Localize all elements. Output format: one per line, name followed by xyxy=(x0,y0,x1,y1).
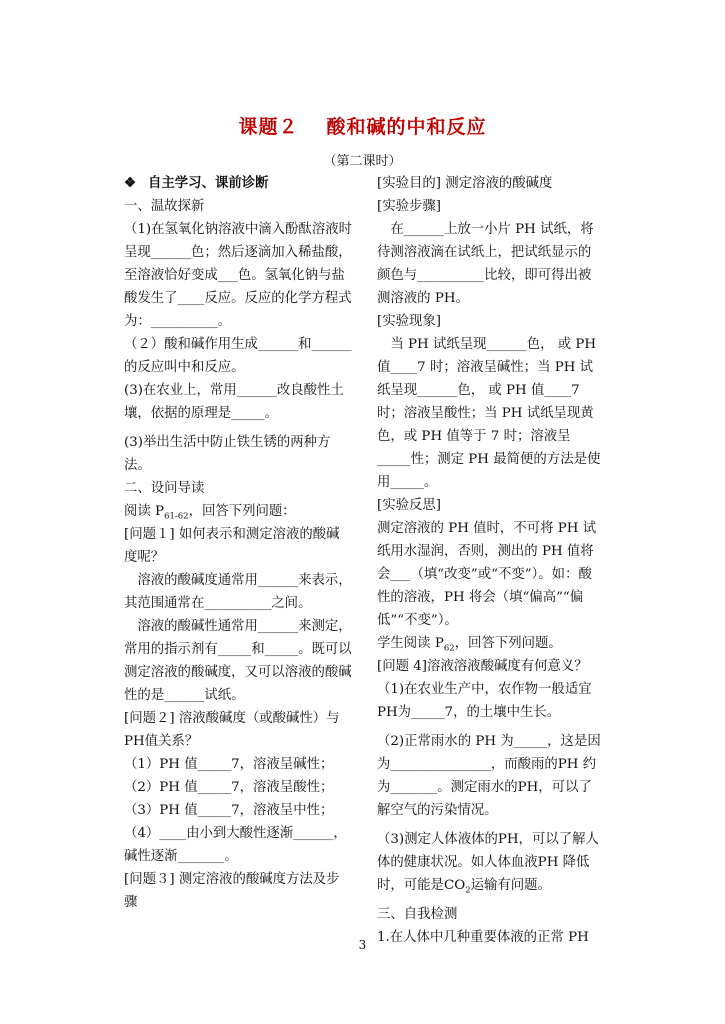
question-1-text-a: 溶液的酸碱度通常用______来表示，其范围通常在__________之间。 xyxy=(124,573,352,611)
page-number: 3 xyxy=(358,938,367,952)
section-review-title: 一、温故探新 xyxy=(124,199,205,214)
question-4-item-1: （1)在农业生产中，农作物一般适宜PH为_____7，的土壤中生长。 xyxy=(377,682,592,720)
page-subtitle: （第二课时） xyxy=(323,154,402,169)
section-guide-title: 二、设问导读 xyxy=(124,481,205,496)
right-column xyxy=(377,172,603,949)
question-1: [问题１] 如何表示和测定溶液的酸碱度呢？ xyxy=(124,527,340,565)
review-item-2: （２）酸和碱作用生成______和______的反应叫中和反应。 xyxy=(124,337,352,375)
question-4-item-3: （3)测定人体液体的PH，可以了解人体的健康状况。如人体血液PH 降低时，可能是$CO_2$运输有问题。 xyxy=(377,832,599,896)
question-4: [问题 4]溶液溶液酸碱度有何意义？ xyxy=(377,659,588,674)
experiment-purpose: [实验目的] 测定溶液的酸碱度 xyxy=(377,176,553,191)
question-2-item-4: （4）____由小到大酸性逐渐______，碱性逐渐_______。 xyxy=(124,826,347,864)
experiment-reflection-heading: [实验反思] xyxy=(377,498,442,513)
review-item-3: (3)在农业上，常用______改良酸性土壤，依据的原理是_____。 xyxy=(124,383,344,421)
experiment-steps: 在______上放一小片 PH 试纸，将待测溶液滴在试纸上，把试纸显示的颜色与__________比较，即可得出被测溶液的 PH。 xyxy=(377,222,594,306)
question-2-item-3: （3）PH 值_____7，溶液呈中性； xyxy=(124,803,334,818)
lesson-topic: 酸和碱的中和反应 xyxy=(326,116,487,138)
review-item-4: (3)举出生活中防止铁生锈的两种方法。 xyxy=(124,435,331,473)
question-2: [问题２] 溶液酸碱度（或酸碱性）与PH值关系？ xyxy=(124,711,340,749)
question-2-item-1: （1）PH 值_____7，溶液呈碱性； xyxy=(124,757,334,772)
section-heading: ❖ 自主学习、课前诊断 xyxy=(124,172,352,195)
question-4-item-2: （2)正常雨水的 PH 为_____，这是因为_______________，而酸雨的PH 约为_______。测定雨水的PH，可以了解空气的污染情况。 xyxy=(377,734,601,818)
question-3: [问题３] 测定溶液的酸碱度方法及步骤 xyxy=(124,872,340,910)
question-1-text-b: 溶液的酸碱性通常用______来测定，常用的指示剂有_____和_____。既可以测定溶液的酸碱度，又可以溶液的酸碱性的是______试纸。 xyxy=(124,619,352,703)
experiment-steps-heading: [实验步骤] xyxy=(377,199,442,214)
lesson-number: 课题２ xyxy=(238,116,299,138)
section-self-test-title: 三、自我检测 xyxy=(377,907,458,922)
left-column xyxy=(124,172,352,914)
reading-instruction: 阅读 $P_{61-62}$，回答下列问题： xyxy=(124,504,296,522)
experiment-reflection: 测定溶液的 PH 值时，不可将 PH 试纸用水湿润，否则，测出的 PH 值将会___（填“改变”或“不变”）。如：酸性的溶液，PH 将会（填“偏高”“偏低”“不变”）。 xyxy=(377,521,597,628)
review-item-1: （1)在氢氧化钠溶液中滴入酚酞溶液时呈现______色；然后逐滴加入稀盐酸，至溶液恰好变成___色。氢氧化钠与盐酸发生了____反应。反应的化学方程式为：__________。 xyxy=(124,222,352,329)
question-2-item-2: （2）PH 值_____7，溶液呈酸性； xyxy=(124,780,334,795)
self-test-item-1: 1.在人体中几种重要体液的正常 PH xyxy=(377,930,589,945)
page-title xyxy=(0,112,725,139)
experiment-phenomena: 当 PH 试纸呈现______色， 或 PH 值____7 时；溶液呈碱性；当 PH 试纸呈现______色， 或 PH 值____7 时；溶液呈酸性；当 PH 试纸呈现黄色，或 PH 值等于 7 时；溶液呈_____性；测定 PH 最简便的方法是使用_____。 xyxy=(377,337,601,490)
student-reading-instruction: 学生阅读 $P_{62}$，回答下列问题。 xyxy=(377,636,562,654)
experiment-phenomena-heading: [实验现象] xyxy=(377,314,442,329)
diamond-bullet-icon: ❖ xyxy=(124,175,137,191)
